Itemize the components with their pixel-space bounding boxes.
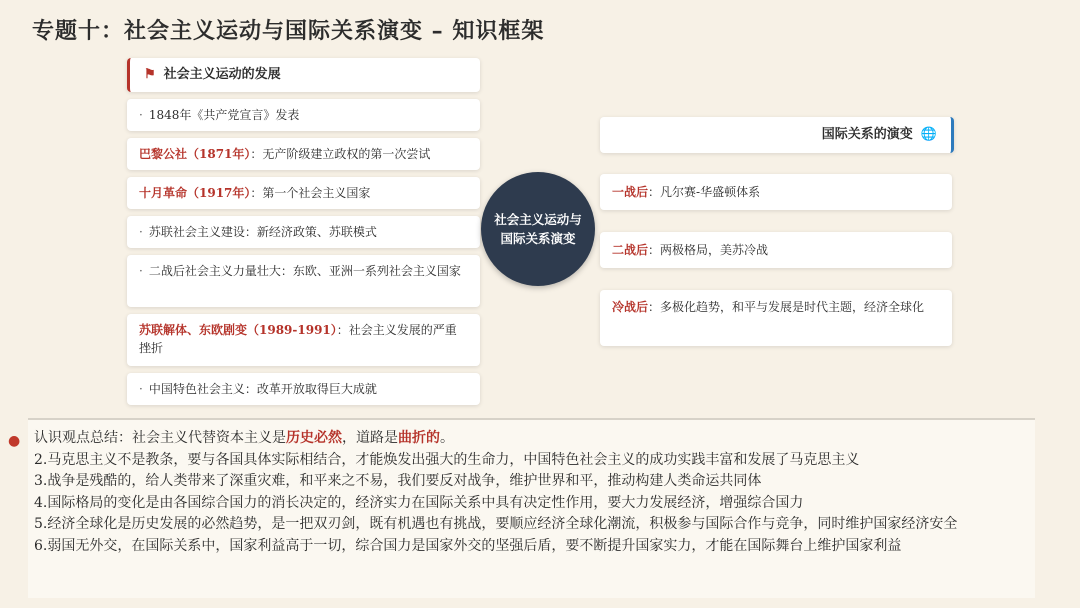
summary-line-2: 2.马克思主义不是教条，要与各国具体实际相结合，才能焕发出强大的生命力，中国特色社会主义的成功实践丰富和发展了马克思主义 xyxy=(34,451,860,468)
right-heading-label: 国际关系的演变 xyxy=(821,127,913,142)
right-item-2: 二战后：两极格局，美苏冷战 xyxy=(600,232,952,268)
left-item-5: · 二战后社会主义力量壮大：东欧、亚洲一系列社会主义国家 xyxy=(127,255,480,307)
summary-line-4: 4.国际格局的变化是由各国综合国力的消长决定的，经济实力在国际关系中具有决定性作用，要大力发展经济，增强综合国力 xyxy=(34,494,804,511)
left-item-6: 苏联解体、东欧剧变（1989-1991）：社会主义发展的严重挫折 xyxy=(127,314,480,366)
lightbulb-icon: ● xyxy=(8,433,21,449)
left-item-2: 巴黎公社（1871年）：无产阶级建立政权的第一次尝试 xyxy=(127,138,480,170)
right-item-3: 冷战后：多极化趋势，和平与发展是时代主题，经济全球化 xyxy=(600,290,952,346)
summary-line-6: 6.弱国无外交，在国际关系中，国家利益高于一切，综合国力是国家外交的坚强后盾，要不断提升国家实力，才能在国际舞台上维护国家利益 xyxy=(34,537,902,554)
summary-line-1: 认识观点总结：社会主义代替资本主义是历史必然，道路是曲折的。 xyxy=(34,430,454,446)
flag-icon: ⚑ xyxy=(144,67,156,82)
right-item-1: 一战后：凡尔赛-华盛顿体系 xyxy=(600,174,952,210)
summary-line-3: 3.战争是残酷的，给人类带来了深重灾难，和平来之不易，我们要反对战争，维护世界和平，推动构建人类命运共同体 xyxy=(34,473,762,489)
left-item-4: · 苏联社会主义建设：新经济政策、苏联模式 xyxy=(127,216,480,248)
left-item-3: 十月革命（1917年）：第一个社会主义国家 xyxy=(127,177,480,209)
left-heading-label: 社会主义运动的发展 xyxy=(163,67,281,82)
left-item-1: · 1848年《共产党宣言》发表 xyxy=(127,99,480,131)
center-label-line1: 社会主义运动与 xyxy=(494,212,582,227)
center-label-line2: 国际关系演变 xyxy=(500,231,576,246)
globe-icon: 🌐 xyxy=(920,127,937,142)
page-title: 专题十：社会主义运动与国际关系演变 – 知识框架 xyxy=(32,18,545,44)
summary-line-5: 5.经济全球化是历史发展的必然趋势，是一把双刃剑，既有机遇也有挑战，要顺应经济全球化潮流，积极参与国际合作与竞争，同时维护国家经济安全 xyxy=(34,516,958,532)
center-topic-circle xyxy=(481,172,595,286)
summary-panel xyxy=(28,418,1035,598)
left-section-heading xyxy=(127,58,480,92)
left-item-7: · 中国特色社会主义：改革开放取得巨大成就 xyxy=(127,373,480,405)
right-section-heading xyxy=(600,117,954,153)
